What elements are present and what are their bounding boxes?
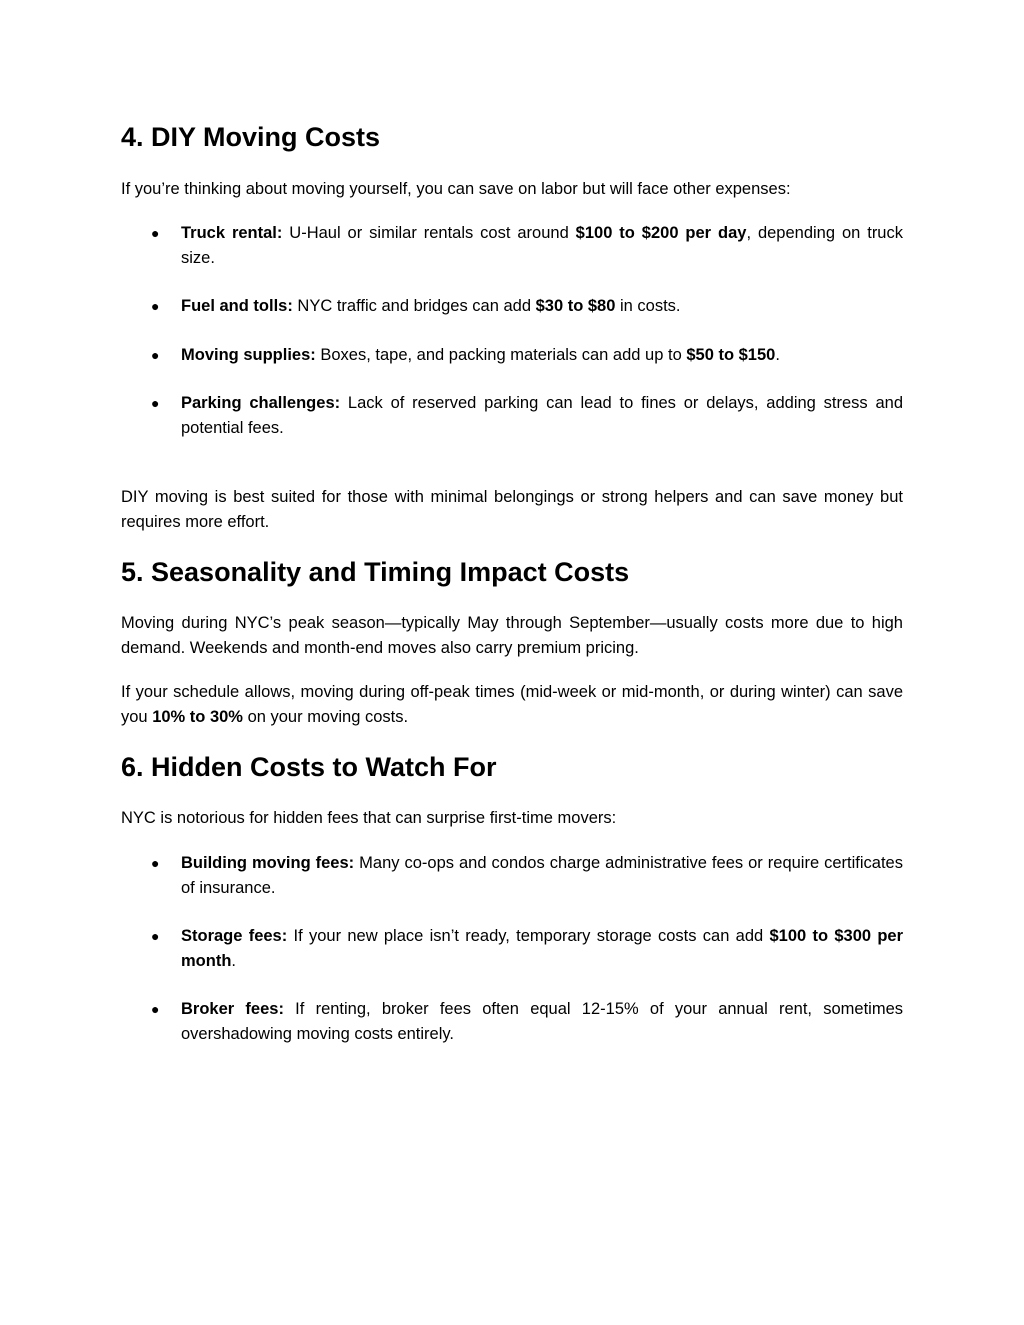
section-paragraph-off-peak [121, 680, 903, 729]
list-item-fuel-tolls [121, 294, 903, 319]
item-text-end: in costs. [615, 297, 681, 315]
list-item-broker-fees [121, 997, 903, 1046]
section-heading-hidden-costs: 6. Hidden Costs to Watch For [121, 752, 497, 782]
paragraph-text-end: on your moving costs. [242, 707, 409, 726]
item-label: Truck rental: [181, 224, 283, 242]
section-intro: NYC is notorious for hidden fees that can surprise first-time movers: [121, 809, 617, 827]
item-highlight: $100 to $300 per month [181, 927, 903, 970]
item-text: Many co-ops and condos charge administrative fees or require certificates of insurance. [181, 854, 903, 897]
item-label: Storage fees: [181, 927, 288, 945]
item-text-end: , depending on truck size. [181, 224, 903, 267]
item-label: Parking challenges: [181, 394, 341, 412]
paragraph-highlight: 10% to 30% [152, 707, 243, 726]
section-heading-diy-moving-costs: 4. DIY Moving Costs [121, 122, 381, 152]
bullet-icon: ● [151, 225, 160, 241]
section-heading-seasonality: 5. Seasonality and Timing Impact Costs [121, 557, 630, 587]
item-highlight: $50 to $150 [686, 345, 776, 364]
bullet-icon: ● [151, 395, 160, 411]
item-text: If your new place isn’t ready, temporary storage costs can add [287, 927, 770, 945]
item-text: U-Haul or similar rentals cost around [282, 224, 576, 242]
item-text-end: . [775, 345, 780, 364]
hidden-costs-list [121, 851, 903, 1046]
item-label: Fuel and tolls: [181, 297, 293, 315]
item-label: Broker fees: [181, 1000, 284, 1018]
item-text: Lack of reserved parking can lead to fines or delays, adding stress and potential fees. [181, 394, 904, 437]
item-text: NYC traffic and bridges can add [292, 297, 536, 315]
item-text: If renting, broker fees often equal 12-15% of your annual rent, sometimes overshadowing moving costs entirely. [181, 1000, 904, 1043]
bullet-icon: ● [151, 855, 160, 871]
item-label: Building moving fees: [181, 854, 355, 872]
bullet-icon: ● [151, 298, 160, 314]
section-paragraph-peak-season: Moving during NYC’s peak season—typically May through September—usually costs more due to high demand. Weekends and month-end moves also carry premium pricing. [121, 614, 903, 657]
list-item-parking-challenges [121, 391, 903, 440]
bullet-icon: ● [151, 1001, 160, 1017]
item-text-end: . [231, 951, 236, 970]
list-item-moving-supplies [121, 343, 903, 368]
bullet-icon: ● [151, 346, 160, 363]
section-closing: DIY moving is best suited for those with minimal belongings or strong helpers and can save money but requires more effort. [121, 488, 903, 531]
bullet-icon: ● [151, 928, 160, 944]
diy-costs-list [121, 221, 903, 440]
section-intro: If you’re thinking about moving yourself, you can save on labor but will face other expenses: [121, 180, 791, 198]
list-item-storage-fees [121, 924, 903, 973]
paragraph-text: If your schedule allows, moving during off-peak times (mid-week or mid-month, or during winter) can save you [121, 683, 903, 726]
item-highlight: $30 to $80 [535, 297, 616, 315]
item-highlight: $100 to $200 per day [575, 224, 747, 242]
item-label: Moving supplies: [181, 345, 316, 364]
item-text: Boxes, tape, and packing materials can add up to [315, 345, 687, 364]
list-item-building-fees [121, 851, 903, 900]
list-item-truck-rental [121, 221, 903, 270]
